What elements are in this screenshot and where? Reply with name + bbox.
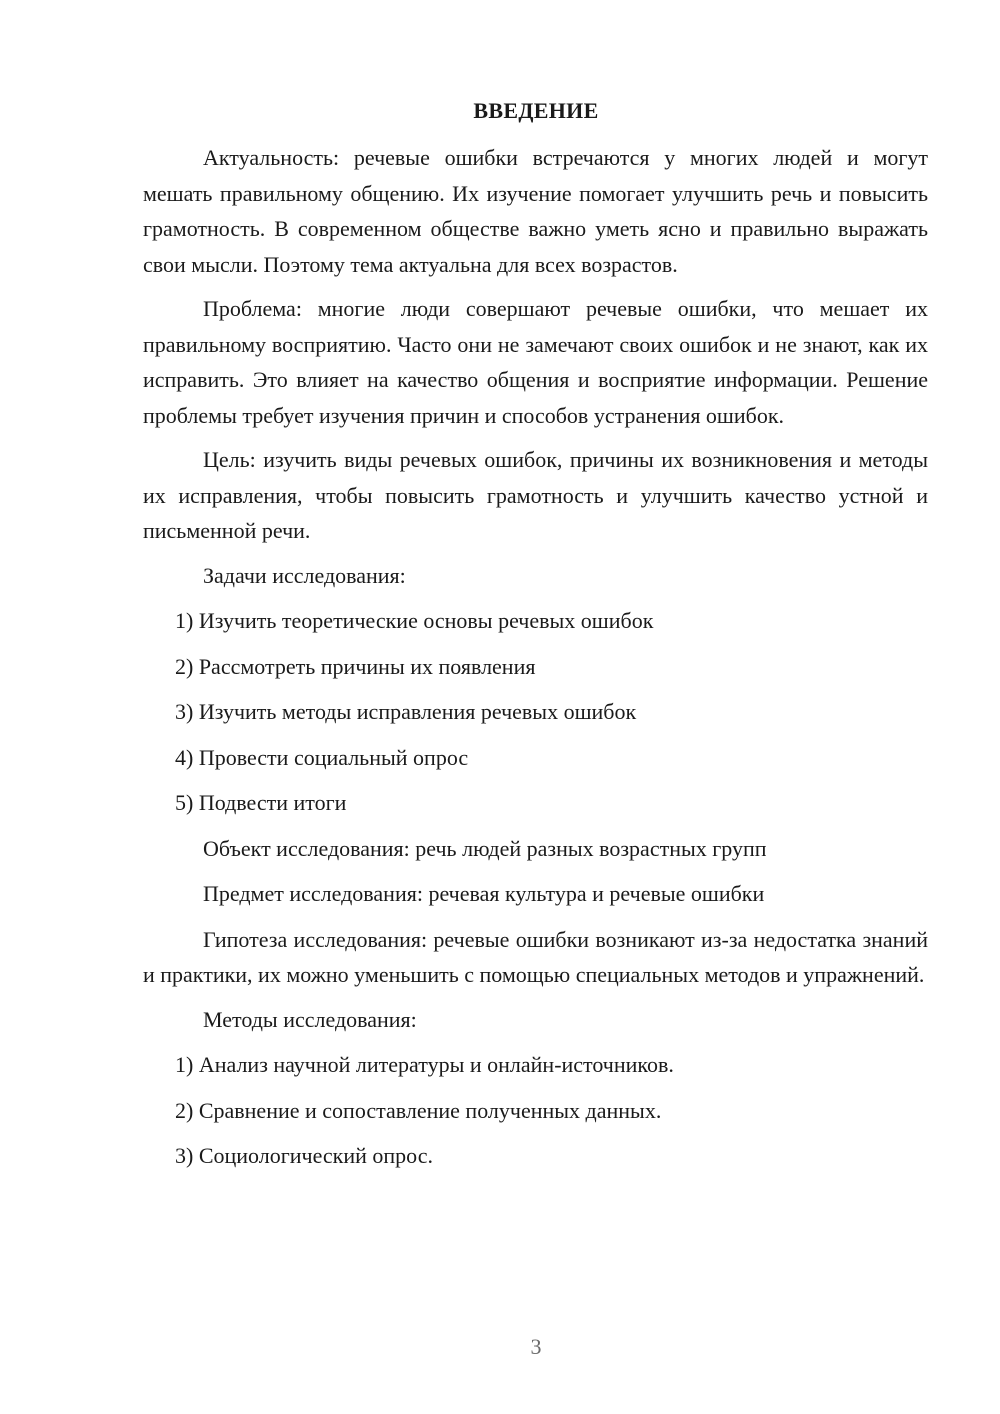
- method-item: 2) Сравнение и сопоставление полученных данных.: [175, 1097, 662, 1123]
- task-item: 4) Провести социальный опрос: [175, 744, 469, 770]
- method-item: 1) Анализ научной литературы и онлайн-источников.: [175, 1052, 674, 1077]
- task-item: 1) Изучить теоретические основы речевых ошибок: [175, 608, 654, 633]
- object-paragraph: Объект исследования: речь людей разных возрастных групп: [203, 835, 767, 861]
- tasks-heading: Задачи исследования:: [203, 562, 406, 588]
- page-title: ВВЕДЕНИЕ: [473, 98, 599, 123]
- subject-paragraph: Предмет исследования: речевая культура и речевые ошибки: [203, 881, 765, 906]
- hypothesis-paragraph: Гипотеза исследования: речевые ошибки возникают из-за недостатка знаний и практики, их можно уменьшить с помощью специальных методов и упражнений.: [143, 926, 928, 987]
- methods-heading: Методы исследования:: [203, 1006, 417, 1032]
- document-body: [143, 140, 928, 1184]
- tasks-list: [143, 603, 928, 821]
- goal-paragraph: Цель: изучить виды речевых ошибок, причины их возникновения и методы их исправления, чтобы повысить грамотность и улучшить качество устной и письменной речи.: [143, 447, 928, 543]
- task-item: 2) Рассмотреть причины их появления: [175, 653, 536, 679]
- task-item: 3) Изучить методы исправления речевых ошибок: [175, 699, 637, 724]
- methods-list: [143, 1047, 928, 1174]
- method-item: 3) Социологический опрос.: [175, 1143, 433, 1168]
- page-number: 3: [530, 1334, 542, 1359]
- problem-paragraph: Проблема: многие люди совершают речевые ошибки, что мешает их правильному восприятию. Часто они не замечают своих ошибок и не знают, как их исправить. Это влияет на качество общения и восприятие информации. Решение проблемы требует изучения причин и способов устранения ошибок.: [143, 296, 928, 428]
- relevance-paragraph: Актуальность: речевые ошибки встречаются у многих людей и могут мешать правильному общению. Их изучение помогает улучшить речь и повысить грамотность. В современном обществе важно уметь ясно и правильно выражать свои мысли. Поэтому тема актуальна для всех возрастов.: [143, 145, 928, 277]
- task-item: 5) Подвести итоги: [175, 790, 347, 815]
